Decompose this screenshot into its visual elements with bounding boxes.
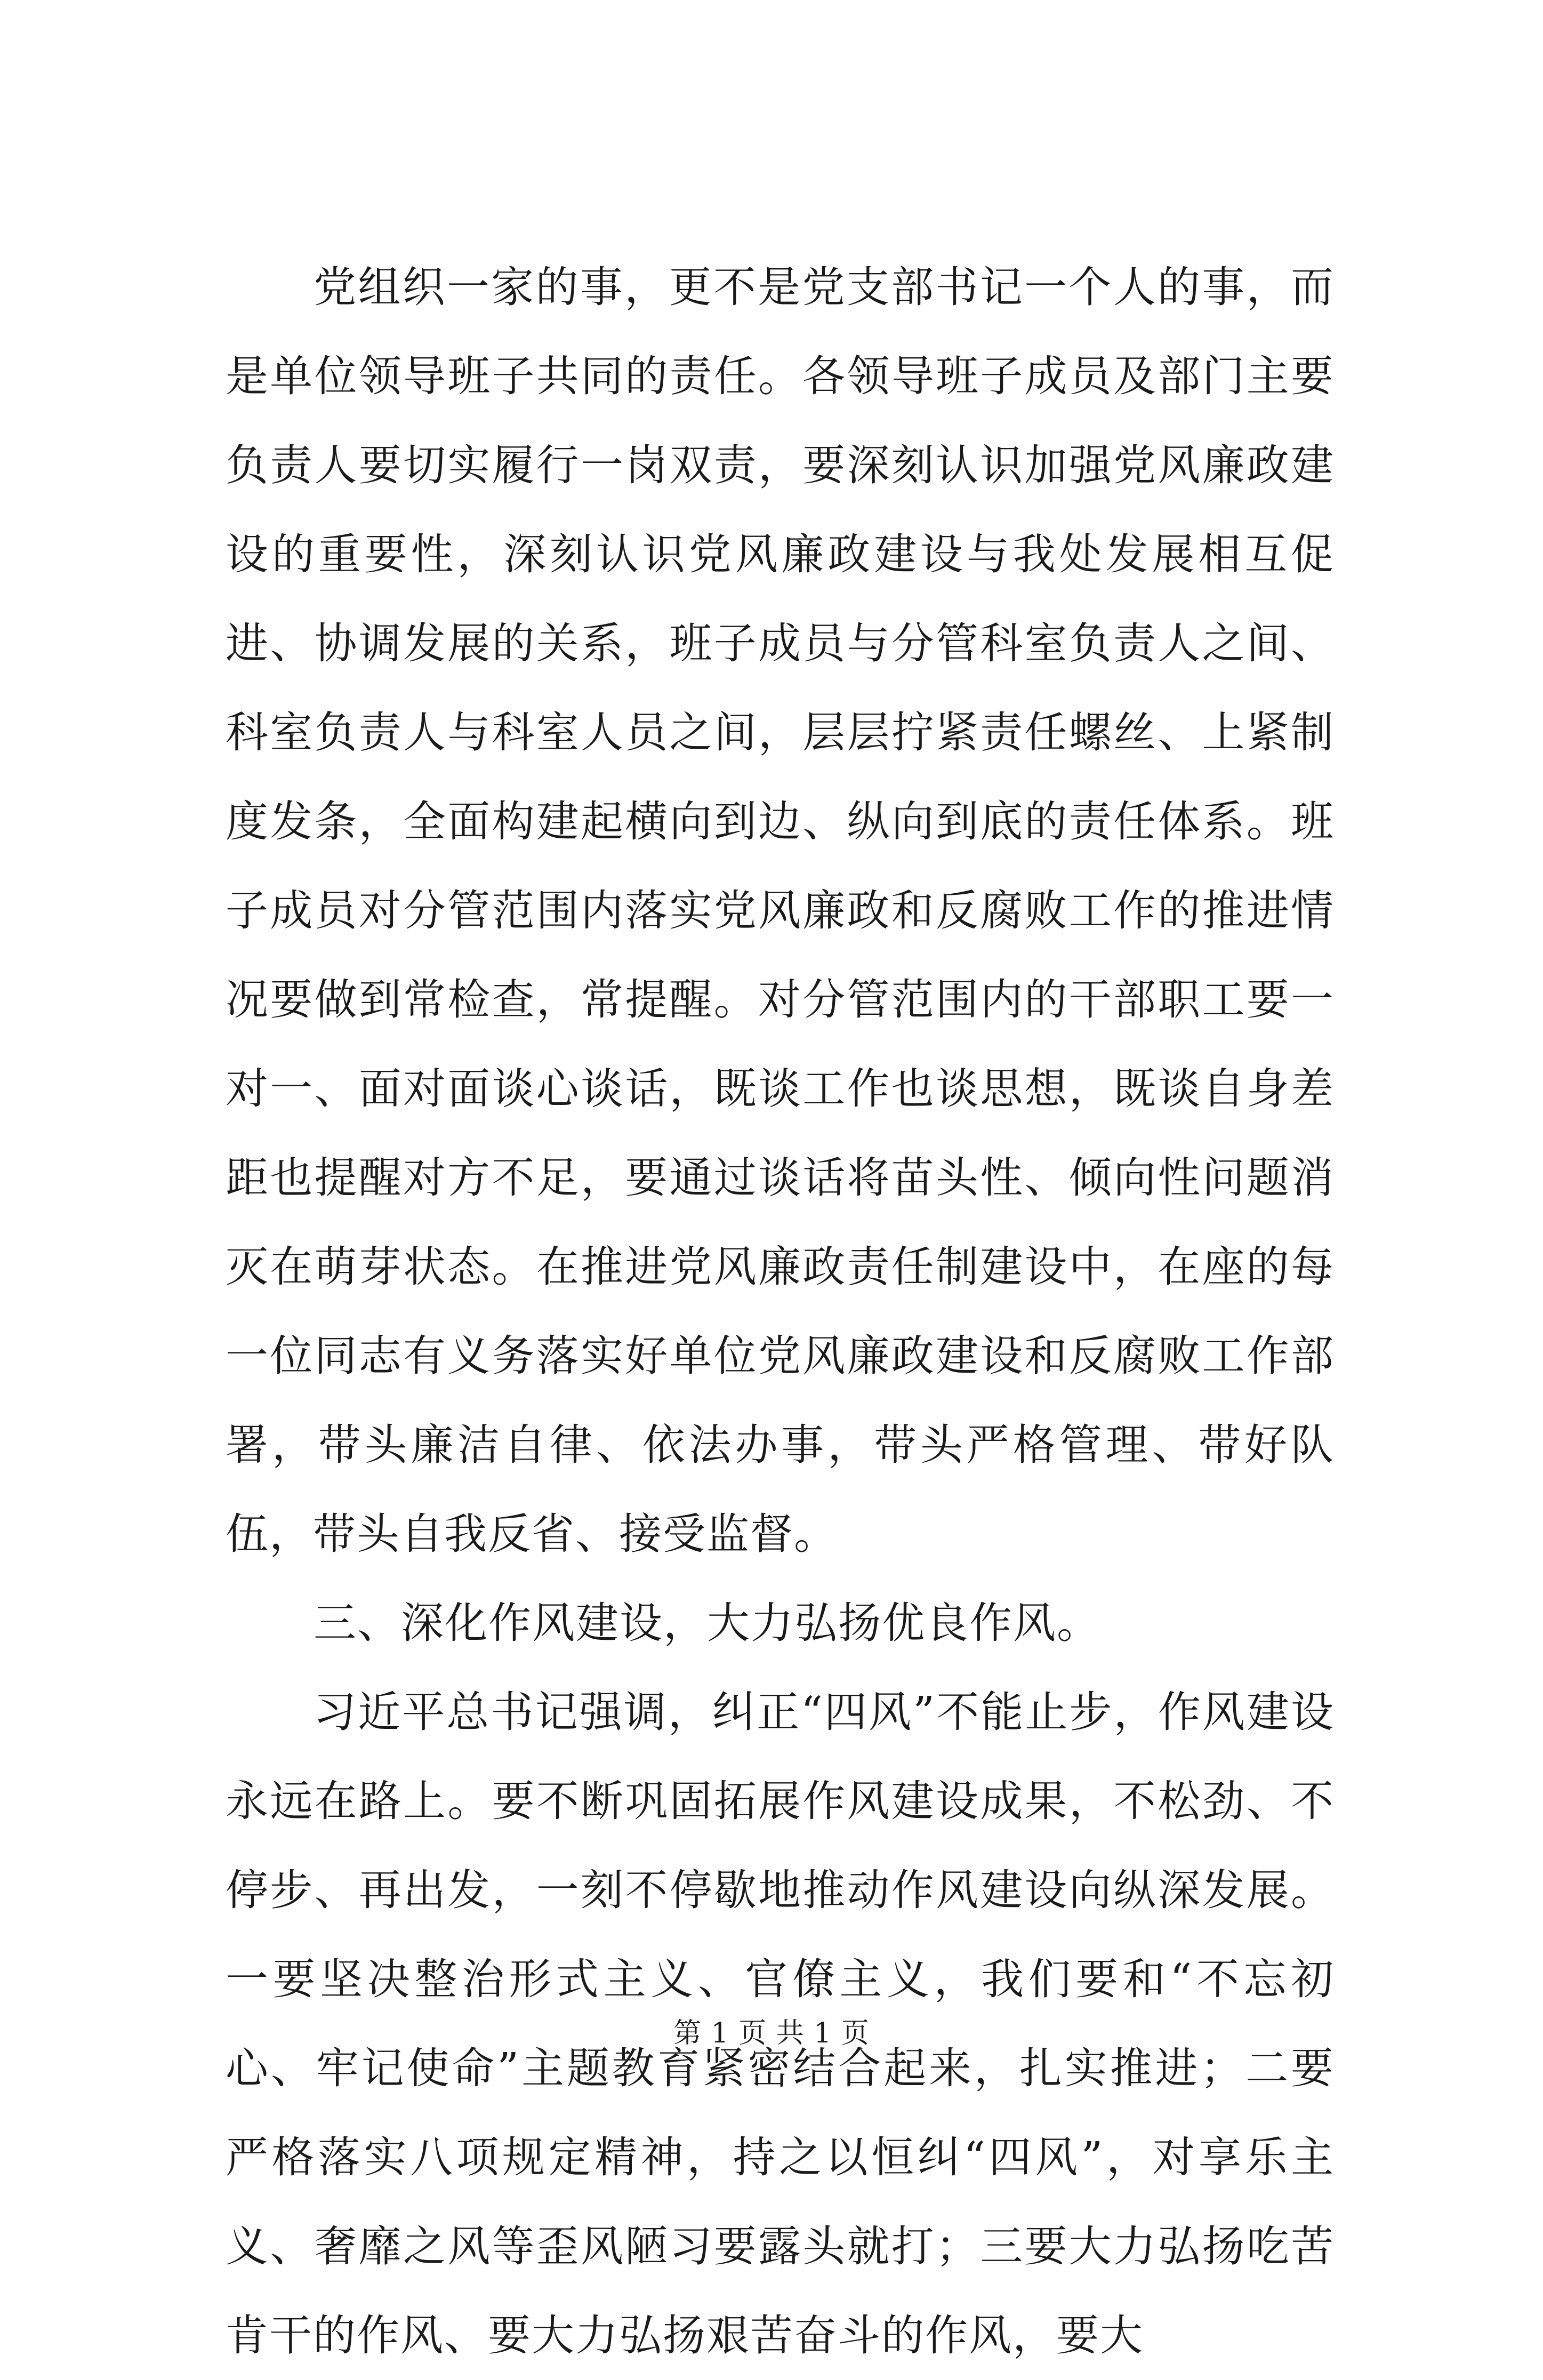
section-heading-3: 三、深化作风建设，大力弘扬优良作风。 (314, 1598, 1100, 1648)
page-number-footer: 第 1 页 共 1 页 (673, 2017, 870, 2049)
paragraph-1: 党组织一家的事，更不是党支部书记一个人的事，而是单位领导班子共同的责任。各领导班子成员及部门主要负责人要切实履行一岗双责，要深刻认识加强党风廉政建设的重要性，深刻认识党风廉政建设与我处发展相互促进、协调发展的关系，班子成员与分管科室负责人之间、科室负责人与科室人员之间，层层拧紧责任螺丝、上紧制度发条，全面构建起横向到边、纵向到底的责任体系。班子成员对分管范围内落实党风廉政和反腐败工作的推进情况要做到常检查，常提醒。对分管范围内的干部职工要一对一、面对面谈心谈话，既谈工作也谈思想，既谈自身差距也提醒对方不足，要通过谈话将苗头性、倾向性问题消灭在萌芽状态。在推进党风廉政责任制建设中，在座的每一位同志有义务落实好单位党风廉政建设和反腐败工作部署，带头廉洁自律、依法办事，带头严格管理、带好队伍，带头自我反省、接受监督。 (226, 262, 1335, 1559)
paragraph-2: 习近平总书记强调，纠正“四风”不能止步，作风建设永远在路上。要不断巩固拓展作风建设成果，不松劲、不停步、再出发，一刻不停歇地推动作风建设向纵深发展。一要坚决整治形式主义、官僚主义，我们要和“不忘初心、牢记使命”主题教育紧密结合起来，扎实推进；二要严格落实八项规定精神，持之以恒纠“四风”，对享乐主义、奢靡之风等歪风陋习要露头就打；三要大力弘扬吃苦肯干的作风、要大力弘扬艰苦奋斗的作风，要大 (226, 1687, 1335, 2360)
document-body (226, 243, 1335, 2380)
